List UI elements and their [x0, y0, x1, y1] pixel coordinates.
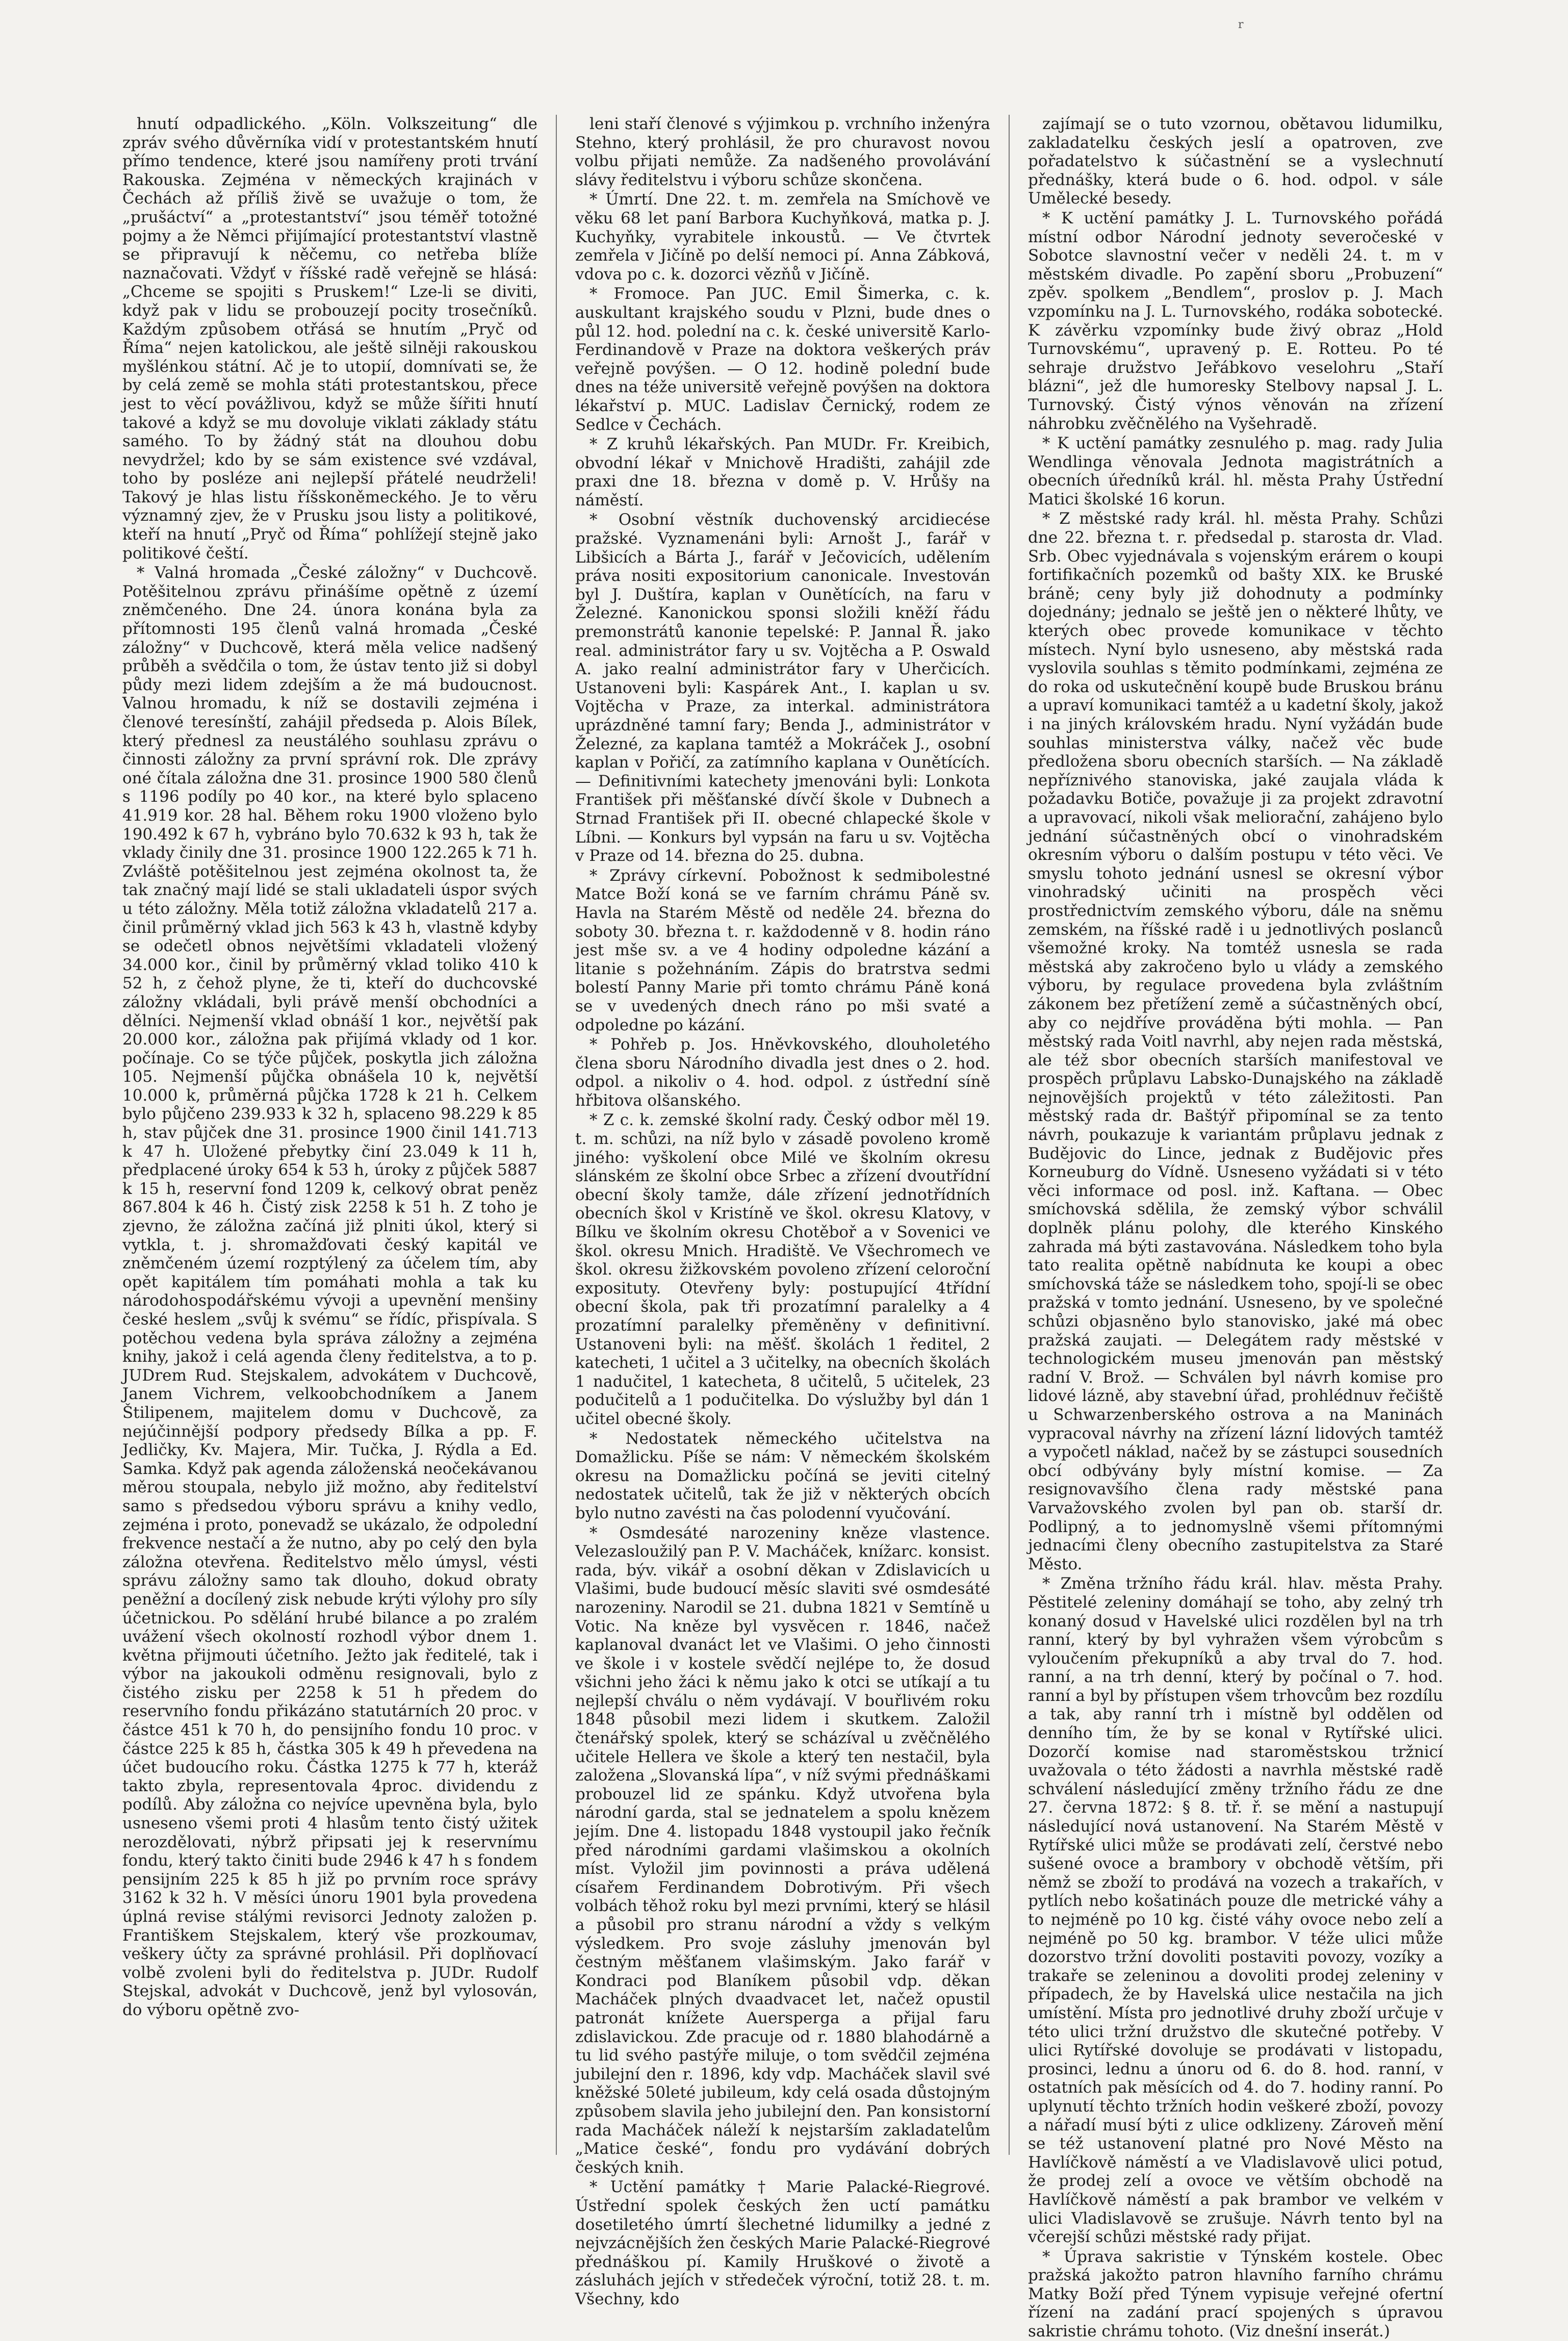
column-3: [1028, 115, 1443, 2341]
paragraph: leni staří členové s výjimkou p. vrchního inženýra Stehno, který prohlásil, že pro churavost novou volbu přijati nemůže. Za nadšeného provolávání slávy ředitelstvu i výboru schůze skončena.: [575, 115, 990, 189]
column-divider: [556, 115, 557, 2155]
paragraph: * Změna tržního řádu král. hlav. města Prahy. Pěstitelé zeleniny domáhají se toho, aby zelný trh konaný dosud v Havelské ulici rozdělen byl na trh ranní, který by byl vyhražen všem výrobcům s vyloučením překupníků a aby trval do 7. hod. ranní, a na trh denní, který by počínal o 7. hod. ranní a byl by přístupen všem trhovcům bez rozdílu a tak, aby ranní trh i místně byl oddělen od denního tím, že by se konal v Rytířské ulici. Dozorčí komise nad staroměstskou tržnicí uvažovala o této žádosti a navrhla městské radě schválení následující změny tržního řádu ze dne 27. června 1872: § 8. tř. ř. se mění a nastupují následující nová ustanovení. Na Starém Městě v Rytířské ulici může se prodávati zelí, čerstvé nebo sušené ovoce a brambory v obchodě větším, při němž se zboží to prodává na vozech a trakařích, v pytlích nebo košatinách pouze dle metrické váhy a to nejméně po 10 kg. čisté váhy ovoce nebo zelí a nejméně po 50 kg. brambor. V téže ulici může dozorstvo tržní dovoliti postaviti povozy, vozíky a trakaře se zeleninou a dovoliti prodej zeleniny v případech, že by Havelská ulice nestačila na jich umístění. Místa pro jednotlivé druhy zboží určuje v této ulici tržní družstvo dle skutečné potřeby. V ulici Rytířské dovoluje se prodávati v listopadu, prosinci, lednu a únoru od 6. do 8. hod. ranní, v ostatních pak měsících od 4. do 7. hodiny ranní. Po uplynutí těchto tržních hodin veškeré zboží, povozy a nářadí musí býti z ulice odklizeny. Zároveň mění se též ustanovení platné pro Nové Město na Havlíčkově náměstí a ve Vladislavově ulici potud, že prodej zelí a ovoce ve větším obchodě na Havlíčkově náměstí a pak brambor ve velkém v ulici Vladislavově se zrušuje. Návrh tento byl na včerejší schůzi městské rady přijat.: [1028, 1574, 1443, 2247]
paragraph: zajímají se o tuto vzornou, obětavou lidumilku, zakladatelku českých jeslí a opatroven, zve pořadatelstvo k súčastnění se a vyslechnutí přednášky, která bude o 6. hod. odpol. v sále Umělecké besedy.: [1028, 115, 1443, 208]
column-divider: [1009, 115, 1010, 2155]
paragraph: * Pohřeb p. Jos. Hněvkovského, dlouholetého člena sboru Národního divadla jest dnes o 2. hod. odpol. a nikoliv o 4. hod. odpol. z ústřední síně hřbitova olšanského.: [575, 1035, 990, 1110]
paragraph: * Úprava sakristie v Týnském kostele. Obec pražská jakožto patron hlavního farního chrámu Matky Boží před Týnem vypisuje veřejné ofertní řízení na zadání prací spojených s úpravou sakristie chrámu tohoto. (Viz dnešní inserát.): [1028, 2247, 1443, 2341]
paragraph: * Úmrtí. Dne 22. t. m. zemřela na Smíchově ve věku 68 let paní Barbora Kuchyňková, matka p. J. Kuchyňky, vyrabitele inkoustů. — Ve čtvrtek zemřela v Jičíně po delší nemoci pí. Anna Zábková, vdova po c. k. dozorci vězňů v Jičíně.: [575, 190, 990, 284]
paragraph: * Nedostatek německého učitelstva na Domažlicku. Píše se nám: V německém školském okresu na Domažlicku počíná se jeviti citelný nedostatek učitelů, tak že již v některých obcích bylo nutno zavésti na čas polodenní vyučování.: [575, 1429, 990, 1522]
column-2: [575, 115, 990, 2308]
paragraph: * Valná hromada „České záložny“ v Duchcově. Potěšitelnou zprávu přinášíme opětně z území zněmčeného. Dne 24. února konána byla za přítomnosti 195 členů valná hromada „České záložny“ v Duchcově, která měla velice nadšený průběh a svědčila o tom, že ústav tento již si dobyl půdy mezi lidem zdejším a že má budoucnost. Valnou hromadu, k níž se dostavili zejména i členové teresínští, zahájil předseda p. Alois Bílek, který přednesl za neustálého souhlasu zprávu o činnosti záložny za první správní rok. Dle zprávy oné čítala záložna dne 31. prosince 1900 580 členů s 1196 podíly po 40 kor., na které bylo splaceno 41.919 kor. 28 hal. Během roku 1900 vloženo bylo 190.492 k 67 h, vybráno bylo 70.632 k 93 h, tak že vklady činily dne 31. prosince 1900 122.265 k 71 h. Zvláště potěšitelnou jest zejména okolnost ta, že tak značný mají lidé se stali ukladateli úspor svých u této záložny. Měla totiž záložna vkladatelů 217 a. činil průměrný vklad jich 563 k 43 h, vlastně kdyby se odečetl obnos největšími vkladateli vložený 34.000 kor., činil by průměrný vklad toliko 410 k 52 h, z čehož plyne, že ti, kteří do duchcovské záložny vkládali, byli právě menší obchodníci a dělníci. Nejmenší vklad obnáší 1 kor., největší pak 20.000 kor., záložna pak přijímá vklady od 1 kor. počínaje. Co se týče půjček, poskytla jich záložna 105. Nejmenší půjčka obnášela 10 k, největší 10.000 k, průměrná půjčka 1728 k 21 h. Celkem bylo půjčeno 239.933 k 32 h, splaceno 98.229 k 85 h, stav půjček dne 31. prosince 1900 činil 141.713 k 47 h. Uložené přebytky činí 23.049 k 11 h, předplacené úroky 654 k 53 h, úroky z půjček 5887 k 15 h, reservní fond 1209 k, celkový obrat peněz 867.804 k 46 h. Čistý zisk 2258 k 51 h. Z toho je zjevno, že záložna začíná již plniti úkol, který si vytkla, t. j. shromažďovati český kapitál ve zněmčeném území rozptýlený za účelem tím, aby opět kapitálem tím pomáhati mohla a tak ku národohospodářskému vývoji a upevnění menšiny české heslem „svůj k svému“ se řídíc, přispívala. S potěchou vedena byla správa záložny a zejména knihy, jakož i celá agenda členy ředitelstva, a to p. JUDrem Rud. Stejskalem, advokátem v Duchcově, Janem Vichrem, velkoobchodníkem a Janem Štilipenem, majitelem domu v Duchcově, za nejúčinnější podpory předsedy Bílka a pp. F. Jedličky, Kv. Majera, Mir. Tučka, J. Rýdla a Ed. Samka. Když pak agenda záloženská neočekávanou měrou stoupala, nebylo již možno, aby ředitelství samo s předsedou výboru správu a knihy vedlo, zejména i proto, ponevadž se ukázalo, že odpolední frekvence nestačí a že nutno, aby po celý den byla záložna otevřena. Ředitelstvo mělo úmysl, vésti správu záložny samo tak dlouho, dokud obraty peněžní a docílený zisk nebude krýti výlohy pro síly účetnickou. Po sdělání hrubé bilance a po zralém uvážení všech okolností rozhodl výbor dnem 1. května přijmouti účetního. Ježto jak ředitelé, tak i výbor na jakoukoli odměnu resignovali, bylo z čistého zisku per 2258 k 51 h předem do reservního fondu přikázáno statutárních 20 proc. v částce 451 k 70 h, do pensijního fondu 10 proc. v částce 225 k 85 h, částka 305 k 49 h převedena na účet budoucího roku. Částka 1275 k 77 h, kteráž takto zbyla, representovala 4proc. dividendu z podílů. Aby záložna co nejvíce upevněna byla, bylo usneseno všemi proti 4 hlasům tento čistý užitek nerozdělovati, nýbrž připsati jej k reservnímu fondu, který takto činiti bude 2946 k 47 h s fondem pensijním 225 k 85 h již po prvním roce správy 3162 k 32 h. V měsíci únoru 1901 byla provedena úplná revise stálými revisorci Jednoty založen p. Františkem Stejskalem, který vše prozkoumav, veškery účty za správné prohlásil. Při doplňovací volbě zvoleni byli do ředitelstva p. JUDr. Rudolf Stejskal, advokát v Duchcově, jenž byl vylosován, do výboru opětně zvo-: [122, 564, 537, 2019]
paragraph: * Z kruhů lékařských. Pan MUDr. Fr. Kreibich, obvodní lékař v Mnichově Hradišti, zahájil zde praxi dne 18. března v domě p. V. Hrůšy na náměstí.: [575, 435, 990, 510]
paragraph: * Osmdesáté narozeniny kněze vlastence. Velezasloužilý pan P. V. Macháček, knížarc. konsist. rada, býv. vikář a osobní děkan v Zdislavicích u Vlašimi, bude budoucí měsíc slaviti své osmdesáté narozeniny. Narodil se 21. dubna 1821 v Semtíně u Votic. Na kněze byl vysvěcen r. 1846, načež kaplanoval dvanáct let ve Vlašimi. O jeho činnosti ve škole i v kostele svědčí nejlépe to, že dosud všichni jeho žáci k němu jako k otci se utíkají a tu nejlepší chválu o něm vydávají. V bouřlivém roku 1848 působil mezi lidem i skutkem. Založil čtenářský spolek, který se scházíval u zvěčnělého učitele Hellera ve škole a který ten nestačil, byla založena „Slovanská lípa“, v níž svými přednáškami probouzel lid ze spánku. Když utvořena byla národní garda, stal se jednatelem a spolu knězem jejím. Dne 4. listopadu 1848 vystoupil jako řečník před národními gardami vlašimskou a okolních míst. Vyložil jim povinnosti a práva udělená císařem Ferdinandem Dobrotivým. Při všech volbách těhož roku byl mezi prvními, který se hlásil a působil pro stranu národní a vždy s velkým výsledkem. Pro svoje zásluhy jmenován byl čestným měšťanem vlašimským. Jako farář v Kondraci pod Blaníkem působil vdp. děkan Macháček plných dvaadvacet let, načež opustil patronát knížete Auersperga a přijal faru zdislavickou. Zde pracuje od r. 1880 blahodárně a tu lid svého pastýře miluje, o tom svědčil zejména jubilejní den r. 1896, kdy vdp. Macháček slavil své kněžské 50leté jubileum, kdy celá osada důstojným způsobem slavila jeho jubilejní den. Pan konsistorní rada Macháček náleží k nejstarším zakladatelům „Matice české“, fondu pro vydávání dobrých českých knih.: [575, 1523, 990, 2177]
paragraph: * Fromoce. Pan JUC. Emil Šimerka, c. k. auskultant krajského soudu v Plzni, bude dnes o půl 12. hod. polední na c. k. české universitě Karlo-Ferdinandově v Praze na doktora veškerých práv veřejně povýšen. — O 12. hodině polední bude dnes na téže universitě veřejně povýšen na doktora lékařství p. MUC. Ladislav Černický, rodem ze Sedlce v Čechách.: [575, 285, 990, 434]
page-corner-mark: r: [1238, 18, 1244, 31]
text-columns: [122, 115, 1443, 2341]
paragraph: * Osobní věstník duchovenský arcidiecése pražské. Vyznamenáni byli: Arnošt J., farář v Libšicích a Bárta J., farář v Ječovicích, udělením práva nositi expositorium canonicale. Investován byl J. Duštíra, kaplan v Ounětících, na faru v Železné. Kanonickou sponsi složili kněží řádu premonstrátů kanonie tepelské: P. Jannal Ř. jako real. administrátor fary u sv. Vojtěcha a P. Oswald A. jako realní administrátor fary v Uherčicích. Ustanoveni byli: Kaspárek Ant., I. kaplan u sv. Vojtěcha v Praze, za interkal. administrátora uprázdněné tamní fary; Benda J., administrátor v Železné, za kaplana tamtéž a Mokráček J., osobní kaplan v Pořičí, za zatímního kaplana v Ounětících. — Definitivními katechety jmenováni byli: Lonkota František při měšťanské dívčí škole v Dubnech a Strnad František při II. obecné chlapecké škole v Líbni. — Konkurs byl vypsán na faru u sv. Vojtěcha v Praze od 14. března do 25. dubna.: [575, 511, 990, 866]
paragraph: * Z městské rady král. hl. města Prahy. Schůzi dne 22. března t. r. předsedal p. starosta dr. Vlad. Srb. Obec vyjednávala s vojenským erárem o koupi fortifikačních pozemků od bašty XIX. ke Bruské bráně; ceny byly již dohodnuty a podmínky dojednány; jednalo se ještě jen o některé lhůty, ve kterých obec provede komunikace v těchto místech. Nyní bylo usneseno, aby městská rada vyslovila souhlas s těmito podmínkami, zejména ze do roka od uskutečnění koupě bude Bruskou bránu a upraví komunikaci tamtéž a u kadetní školy, jakož i na jiných královském hradu. Nyní vyžádán bude souhlas ministerstva války, načež věc bude předložena sboru obecních starších. — Na základě nepříznivého stanoviska, jaké zaujala vláda k požadavku Botiče, považuje ji za projekt zdravotní a upravovací, nikoli však meliorační, zahájeno bylo jednání súčastněných obcí o vinohradském okresním výboru o dalším postupu v této věci. Ve smyslu tohoto jednání usnesl se okresní výbor vinohradský učiniti na prospěch věci prostřednictvím zemského výboru, dále na sněmu zemském, na říšské radě i u jednotlivých poslanců všemožné kroky. Na tomtéž usnesla se rada městská aby zakročeno bylo u vlády a zemského výboru, by regulace provedena byla zvláštním zákonem bez přetížení země a súčastněných obcí, aby co nejdříve prováděna býti mohla. — Pan městský rada Voitl navrhl, aby nejen rada městská, ale též sbor obecních starších manifestoval ve prospěch průplavu Labsko-Dunajského na základě nejnovějších projektů v této záležitosti. Pan městský rada dr. Baštýř připomínal se za tento návrh, poukazuje k variantám průplavu jednak z Budějovic do Lince, jednak z Budějovic přes Korneuburg do Vídně. Usneseno vyžádati si v této věci informace od posl. inž. Kaftana. — Obec smíchovská sdělila, že zemský výbor schválil doplněk plánu polohy, dle kterého Kinského zahrada má býti zastavována. Následkem toho byla tato realita opětně nabídnuta ke koupi a obec smíchovská táže se následkem toho, spojí-li se obec pražská v tomto jednání. Usneseno, by ve společné schůzi objasněno bylo stanovisko, jaké má obec pražská zaujati. — Delegátem rady městské v technologickém museu jmenován pan městský radní V. Brož. — Schválen byl návrh komise pro lidové lázně, aby stavební úřad, prohlédnuv řečiště u Schwarzenberského ostrova a na Maninách vypracoval návrhy na zřízení lázní lidových tamtéž a vypočetl náklad, načež by se zástupci sousedních obcí odbývány byly místní komise. — Za resignovavšího člena rady městské pana Varvažovského zvolen byl pan ob. starší dr. Podlipný, a to jednomyslně všemi přítomnými jednacími členy obecního zastupitelstva za Staré Město.: [1028, 510, 1443, 1573]
paragraph: * Zprávy církevní. Pobožnost k sedmibolestné Matce Boží koná se ve farním chrámu Páně sv. Havla na Starém Městě od neděle 24. března do soboty 30. března t. r. každodenně v 8. hodin ráno jest mše sv. a ve 4 hodiny odpoledne kázání a litanie s požehnáním. Zápis do bratrstva sedmi bolestí Panny Marie při tomto chrámu Páně koná se v uvedených dnech ráno po mši svaté a odpoledne po kázání.: [575, 866, 990, 1034]
column-1: [122, 115, 537, 2155]
paragraph: * Z c. k. zemské školní rady. Český odbor měl 19. t. m. schůzi, na níž bylo v zásadě povoleno kromě jiného: vyškolení obce Milé ve školním okresu slánském ze školní obce Srbec a zřízení dvoutřídní obecní školy tamže, dále zřízení jednotřídních obecních škol v Kristíně ve škol. okresu Klatovy, v Bílku ve školním okresu Chotěboř a v Sovenici ve škol. okresu Mnich. Hradiště. Ve Všechromech ve škol. okresu žižkovském povoleno zřízení celoroční exposituty. Otevřeny byly: postupující 4třídní obecní škola, pak tři prozatímní paralelky a 4 prozatímní paralelky přeměněny v definitivní. Ustanoveni byli: na měšť. školách 1 ředitel, 2 katecheti, 1 učitel a 3 učitelky, na obecních školách 1 nadučitel, 1 katecheta, 8 učitelů, 5 učitelek, 23 podučitelů a 1 podučitelka. Do výslužby byl dán 1 učitel obecné školy.: [575, 1111, 990, 1428]
paragraph: * K uctění památky J. L. Turnovského pořádá místní odbor Národní jednoty severočeské v Sobotce slavnostní večer v neděli 24. t. m v městském divadle. Po zapění sboru „Probuzení“ zpěv. spolkem „Bendlem“, proslov p. J. Mach vzpomínku na J. L. Turnovského, rodáka sobotecké. K závěrku vzpomínky bude živý obraz „Hold Turnovskému“, upravený p. E. Rotteu. Po té sehraje družstvo Jeřábkovo veselohru „Staří blázni“, jež dle humoresky Stelbovy napsal J. L. Turnovský. Čistý výnos věnován na zřízení náhrobku zvěčnělého na Vyšehradě.: [1028, 209, 1443, 433]
paragraph: * K uctění památky zesnulého p. mag. rady Julia Wendlinga věnovala Jednota magistrátních a obecních úředníků král. hl. města Prahy Ústřední Matici školské 16 korun.: [1028, 434, 1443, 508]
paragraph: hnutí odpadlického. „Köln. Volkszeitung“ dle zpráv svého důvěrníka vidí v protestantském hnutí přímo tendence, které jsou namířeny proti trvání Rakouska. Zejména v německých krajinách v Čechách až příliš živě se uvažuje o tom, že „prušáctví“ a „protestantství“ jsou téměř totožné pojmy a že Němci přijímající protestantství vlastně se připravují k něčemu, co netřeba blíže naznačovati. Vždyť v říšské radě veřejně se hlásá: „Chceme se spojiti s Pruskem!“ Lze-li se diviti, když pak v lidu se probouzejí pocity trosečníků. Každým způsobem otřásá se hnutím „Pryč od Říma“ nejen katolickou, ale ještě silněji rakouskou myšlénkou státní. Ač je to utopií, domnívati se, že by celá země se mohla státi protestantskou, přece jest to věcí povážlivou, když se může šířiti hnutí takové a když se mu dovoluje viklati základy státu samého. To by žádný stát na dlouhou dobu nevydržel; kdo by se sám existence své vzdával, toho by posléze ani nejlepší přátelé neudrželi! Takový je hlas listu říšskoněmeckého. Je to věru významný zjev, že v Prusku jsou listy a politikové, kteří na hnutí „Pryč od Říma“ pohlížejí stejně jako politikové čeští.: [122, 115, 537, 563]
paragraph: * Uctění památky † Marie Palacké-Riegrové. Ústřední spolek českých žen uctí památku dosetiletého úmrtí šlechetné lidumilky a jedné z nejvzácnějších žen českých Marie Palacké-Riegrové přednáškou pí. Kamily Hruškové o životě a zásluhách jejích v středeček výroční, totiž 28. t. m. Všechny, kdo: [575, 2178, 990, 2308]
